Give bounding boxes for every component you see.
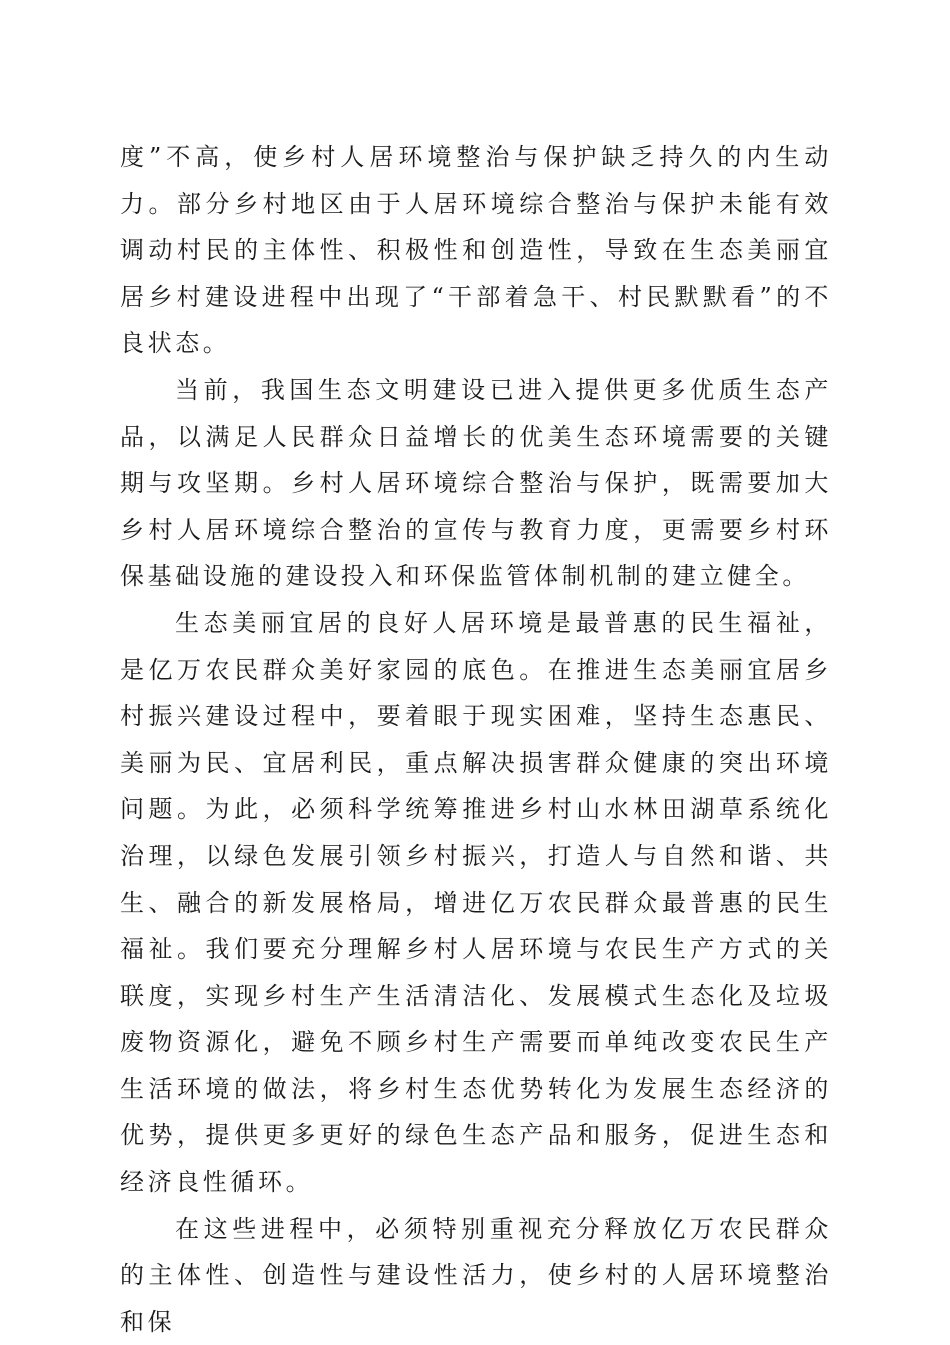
paragraph-3: 生态美丽宜居的良好人居环境是最普惠的民生福祉，是亿万农民群众美好家园的底色。在推进生态美丽宜居乡村振兴建设过程中，要着眼于现实困难，坚持生态惠民、美丽为民、宜居利民，重点解决损害群众健康的突出环境问题。为此，必须科学统筹推进乡村山水林田湖草系统化治理，以绿色发展引领乡村振兴，打造人与自然和谐、共生、融合的新发展格局，增进亿万农民群众最普惠的民生福祉。我们要充分理解乡村人居环境与农民生产方式的关联度，实现乡村生产生活清洁化、发展模式生态化及垃圾废物资源化，避免不顾乡村生产需要而单纯改变农民生产生活环境的做法，将乡村生态优势转化为发展生态经济的优势，提供更多更好的绿色生态产品和服务，促进生态和经济良性循环。 (120, 608, 832, 1197)
paragraph-1: 度”不高，使乡村人居环境整治与保护缺乏持久的内生动力。部分乡村地区由于人居环境综合整治与保护未能有效调动村民的主体性、积极性和创造性，导致在生态美丽宜居乡村建设进程中出现了“干部着急干、村民默默看”的不良状态。 (120, 143, 832, 358)
document-body (120, 134, 832, 1345)
paragraph-4: 在这些进程中，必须特别重视充分释放亿万农民群众的主体性、创造性与建设性活力，使乡村的人居环境整治和保 (120, 1214, 832, 1336)
paragraph-2: 当前，我国生态文明建设已进入提供更多优质生态产品，以满足人民群众日益增长的优美生态环境需要的关键期与攻坚期。乡村人居环境综合整治与保护，既需要加大乡村人居环境综合整治的宣传与教育力度，更需要乡村环保基础设施的建设投入和环保监管体制机制的建立健全。 (120, 375, 832, 591)
